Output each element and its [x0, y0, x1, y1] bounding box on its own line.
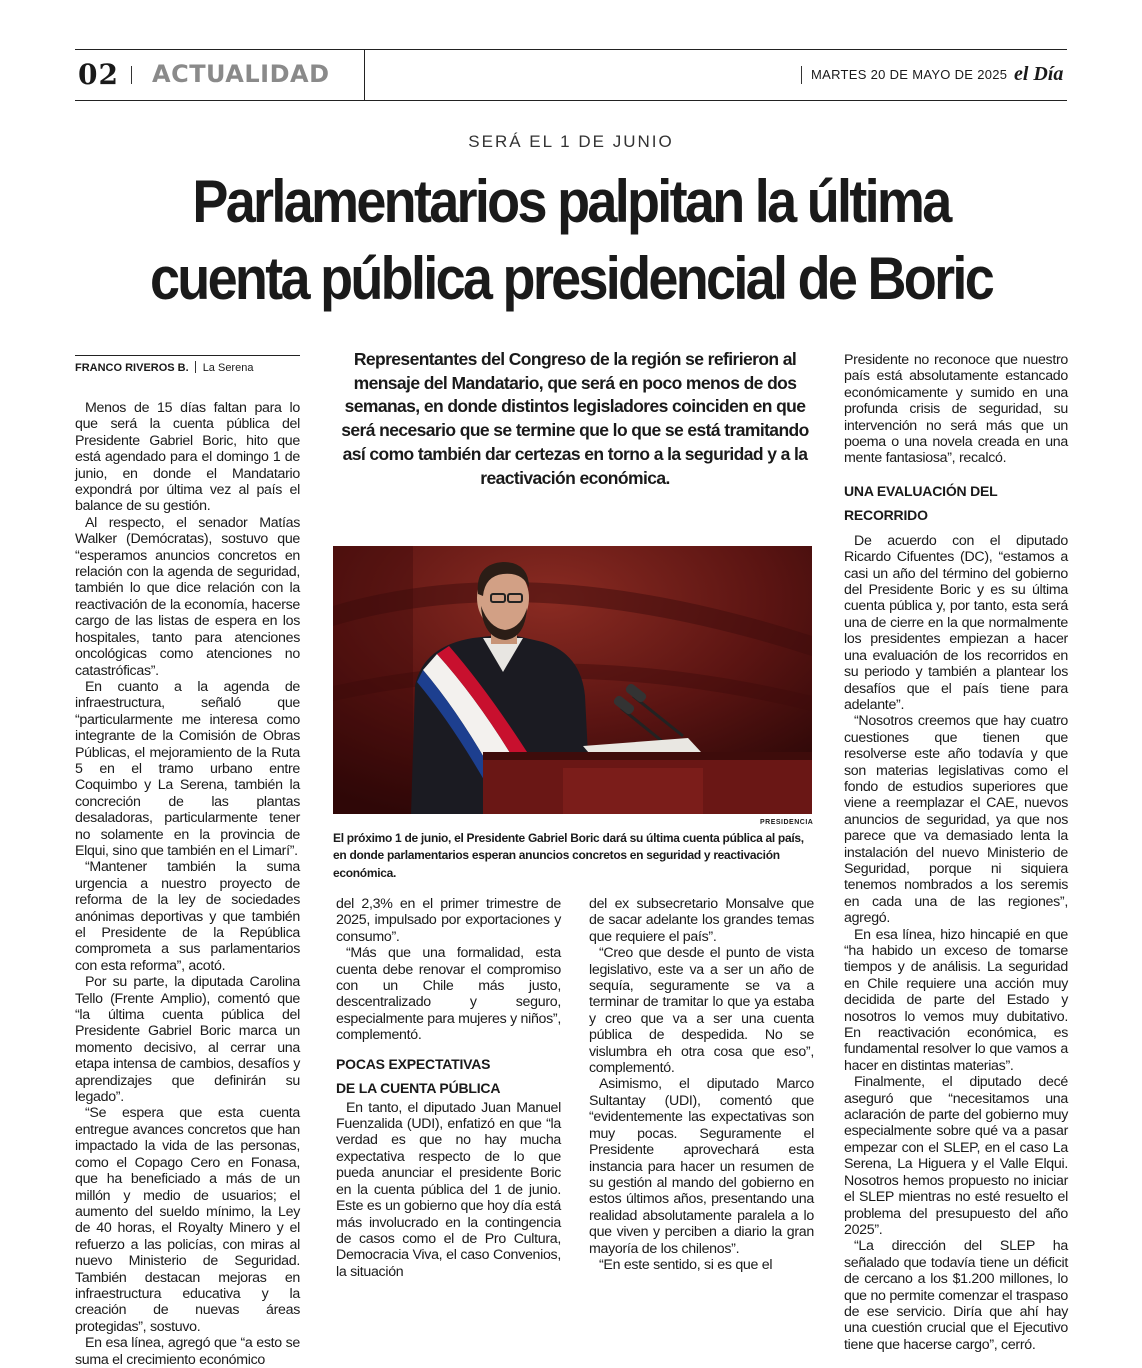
paragraph: De acuerdo con el diputado Ricardo Cifuentes (DC), “estamos a casi un año del término del gobierno del Presidente Boric y es su última cuenta pública y, por tanto, esta será una de cierre en la que normalmente los presidentes empiezan a hacer una evaluación de los recorridos en su periodo y también a plantear los desafíos que el país tiene para adelante”. [844, 532, 1068, 713]
paragraph: Al respecto, el senador Matías Walker (Demócratas), sostuvo que “esperamos anuncios concretos en relación con la agenda de seguridad, también lo que dice relación con la reactivación de la economía, hacerse cargo de las listas de espera en los hospitales, tanto para atenciones oncológicas como atenciones no catastróficas”. [75, 514, 300, 679]
headline [111, 163, 1031, 317]
headline-line-2: cuenta pública presidencial de Boric [149, 245, 993, 312]
byline [75, 355, 300, 374]
paragraph: del ex subsecretario Monsalve que de sacar adelante los grandes temas que requiere el país”. [589, 896, 814, 945]
paragraph: Asimismo, el diputado Marco Sultantay (UDI), comentó que “evidentemente las expectativas son muy pocas. Seguramente el Presidente aprovechará esta instancia para hacer un resumen de su gestión al mando del gobierno en estos últimos años, presentando una realidad absolutamente paralela a lo que viven y perciben a diario la gran mayoría de los chilenos”. [589, 1076, 814, 1257]
section-label: ACTUALIDAD [152, 60, 330, 88]
paragraph: “Mantener también la suma urgencia a nuestro proyecto de reforma de la ley de sociedades anónimas deportivas y que también el Presidente de la República comprometa a sus parlamentarios con esta reforma”, acotó. [75, 859, 300, 974]
subhead: UNA EVALUACIÓN DEL RECORRIDO [844, 482, 998, 523]
photo-credit: PRESIDENCIA [760, 819, 814, 826]
paragraph: “Nosotros creemos que hay cuatro cuestiones que tienen que resolverse este año todavía y que son materias legislativas como el fondo de estudios superiores que viene a reemplazar el CAE, nuevos anuncios de seguridad, ya que nos parece que va demasiado lenta la instalación del nuevo Ministerio de Seguridad, porque ni siquiera tenemos nombrados a los seremis en cada una de las regiones”, agregó. [844, 713, 1068, 927]
article-column-4 [844, 352, 1068, 1353]
subhead [336, 1052, 561, 1100]
paragraph: “En este sentido, si es que el [599, 1256, 773, 1273]
date-divider [801, 66, 802, 84]
paragraph: “Creo que desde el punto de vista legislativo, este va a ser un año de sequía, seguramente se va a terminar de tramitar lo que ya estaba y creo que va a ser una cuenta pública de despedida. No se vislumbra eh otra cosa que eso”, complementó. [589, 945, 814, 1077]
paragraph: del 2,3% en el primer trimestre de 2025, impulsado por exportaciones y consumo”. [336, 896, 561, 945]
subhead-line-2: DE LA CUENTA PÚBLICA [336, 1079, 501, 1096]
article-column-3 [589, 896, 814, 1273]
subhead-line-1: POCAS EXPECTATIVAS [336, 1055, 491, 1072]
paragraph: “Más que una formalidad, esta cuenta debe renovar el compromiso con un Chile más justo, descentralizado y seguro, especialmente para mujeres y niños”, complementó. [336, 945, 561, 1044]
paragraph: En cuanto a la agenda de infraestructura, señaló que “particularmente me interesa como integrante de la Comisión de Obras Públicas, el mejoramiento de la Ruta 5 en el tramo urbano entre Coquimbo y La Serena, también la concreción de las plantas desaladoras, particularmente tener no solamente en la provincia de Elqui, sino que también en el Limarí”. [75, 678, 300, 859]
article-column-2 [336, 896, 561, 1280]
paragraph: En tanto, el diputado Juan Manuel Fuenzalida (UDI), enfatizó en que “la verdad es que no hay mucha expectativa respecto de lo que pueda anunciar el presidente Boric en la cuenta pública del 1 de junio. Este es un gobierno que hoy día está más involucrado en la contingencia de casos como el de Pro Cultura, Democracia Viva, el caso Convenios, la situación [336, 1099, 561, 1280]
headline-line-1: Parlamentarios palpitan la última [192, 168, 950, 235]
byline-author: FRANCO RIVEROS B. [75, 362, 189, 374]
lede: Representantes del Congreso de la región se refirieron al mensaje del Mandatario, que será en poco menos de dos semanas, en donde distintos legisladores coinciden en que será necesario que se termine que lo que se está tramitando así como también dar certezas en torno a la seguridad y a la reactivación económica. [341, 349, 809, 488]
paragraph: En esa línea, hizo hincapié en que “ha habido un exceso de tomarse tiempos y de análisis. La seguridad en Chile requiere una acción muy decidida de parte del Estado y nosotros lo vemos muy dubitativo. En reactivación económica, es fundamental resolver lo que vamos a hacer en distintas materias”. [844, 926, 1068, 1074]
page-number: 02 [78, 58, 119, 91]
paragraph: En esa línea, agregó que “a esto se suma el crecimiento económico [75, 1335, 300, 1368]
kicker: SERÁ EL 1 DE JUNIO [468, 132, 674, 151]
byline-location: La Serena [202, 362, 254, 374]
section-divider [131, 66, 132, 84]
article-photo [333, 546, 812, 814]
paragraph: “Se espera que esta cuenta entregue avances concretos que han impactado la vida de las personas, como el Copago Cero en Fonasa, que ha beneficiado a más de un millón y medio de usuarios; el aumento del sueldo mínimo, la Ley de 40 horas, el Royalty Minero y el refuerzo a las policías, con miras al nuevo Ministerio de Seguridad. También destacan mejoras en infraestructura educativa y la creación de nuevas áreas protegidas”, sostuvo. [75, 1105, 300, 1335]
paragraph: “La dirección del SLEP ha señalado que todavía tiene un déficit de cercano a los $1.200 millones, lo que no permite comenzar el traspaso de ese servicio. Diría que ahí hay una cuestión crucial que el Ejecutivo tiene que hacerse cargo”, cerró. [844, 1238, 1068, 1353]
paragraph: Presidente no reconoce que nuestro país está absolutamente estancado económicamente y sumido en una profunda crisis de seguridad, su intervención no será más que un poema o una novela creada en una mente fantasiosa”, recalcó. [844, 352, 1068, 467]
newspaper-logo: el Día [1014, 63, 1064, 85]
header-top-rule [75, 49, 1067, 50]
header-bottom-rule [75, 100, 1067, 101]
issue-date: MARTES 20 DE MAYO DE 2025 [811, 67, 1008, 82]
header-vertical-rule [364, 49, 365, 100]
photo-caption: El próximo 1 de junio, el Presidente Gabriel Boric dará su última cuenta pública al país, en donde parlamentarios esperan anuncios concretos en seguridad y reactivación económica. [333, 831, 804, 880]
paragraph: Menos de 15 días faltan para lo que será la cuenta pública del Presidente Gabriel Boric, hito que está agendado para el domingo 1 de junio, en donde el Mandatario expondrá por última vez al país el balance de su gestión. [75, 400, 300, 515]
president-speech-illustration [333, 546, 812, 814]
paragraph: Finalmente, el diputado decé aseguró que “necesitamos una aclaración de parte del gobierno muy especialmente sobre qué va a pasar empezar con el SLEP, en el caso La Serena, La Higuera y el Valle Elqui. Nosotros hemos propuesto no iniciar el SLEP mientras no esté resuelto el problema del presupuesto del año 2025”. [844, 1074, 1068, 1238]
paragraph: Por su parte, la diputada Carolina Tello (Frente Amplio), comentó que “la última cuenta pública del Presidente Gabriel Boric marca un momento decisivo, al cerrar una etapa intensa de cambios, desafíos y aprendizajes que definirán su legado”. [75, 974, 300, 1106]
article-column-1 [75, 400, 300, 1368]
byline-divider [195, 361, 196, 373]
